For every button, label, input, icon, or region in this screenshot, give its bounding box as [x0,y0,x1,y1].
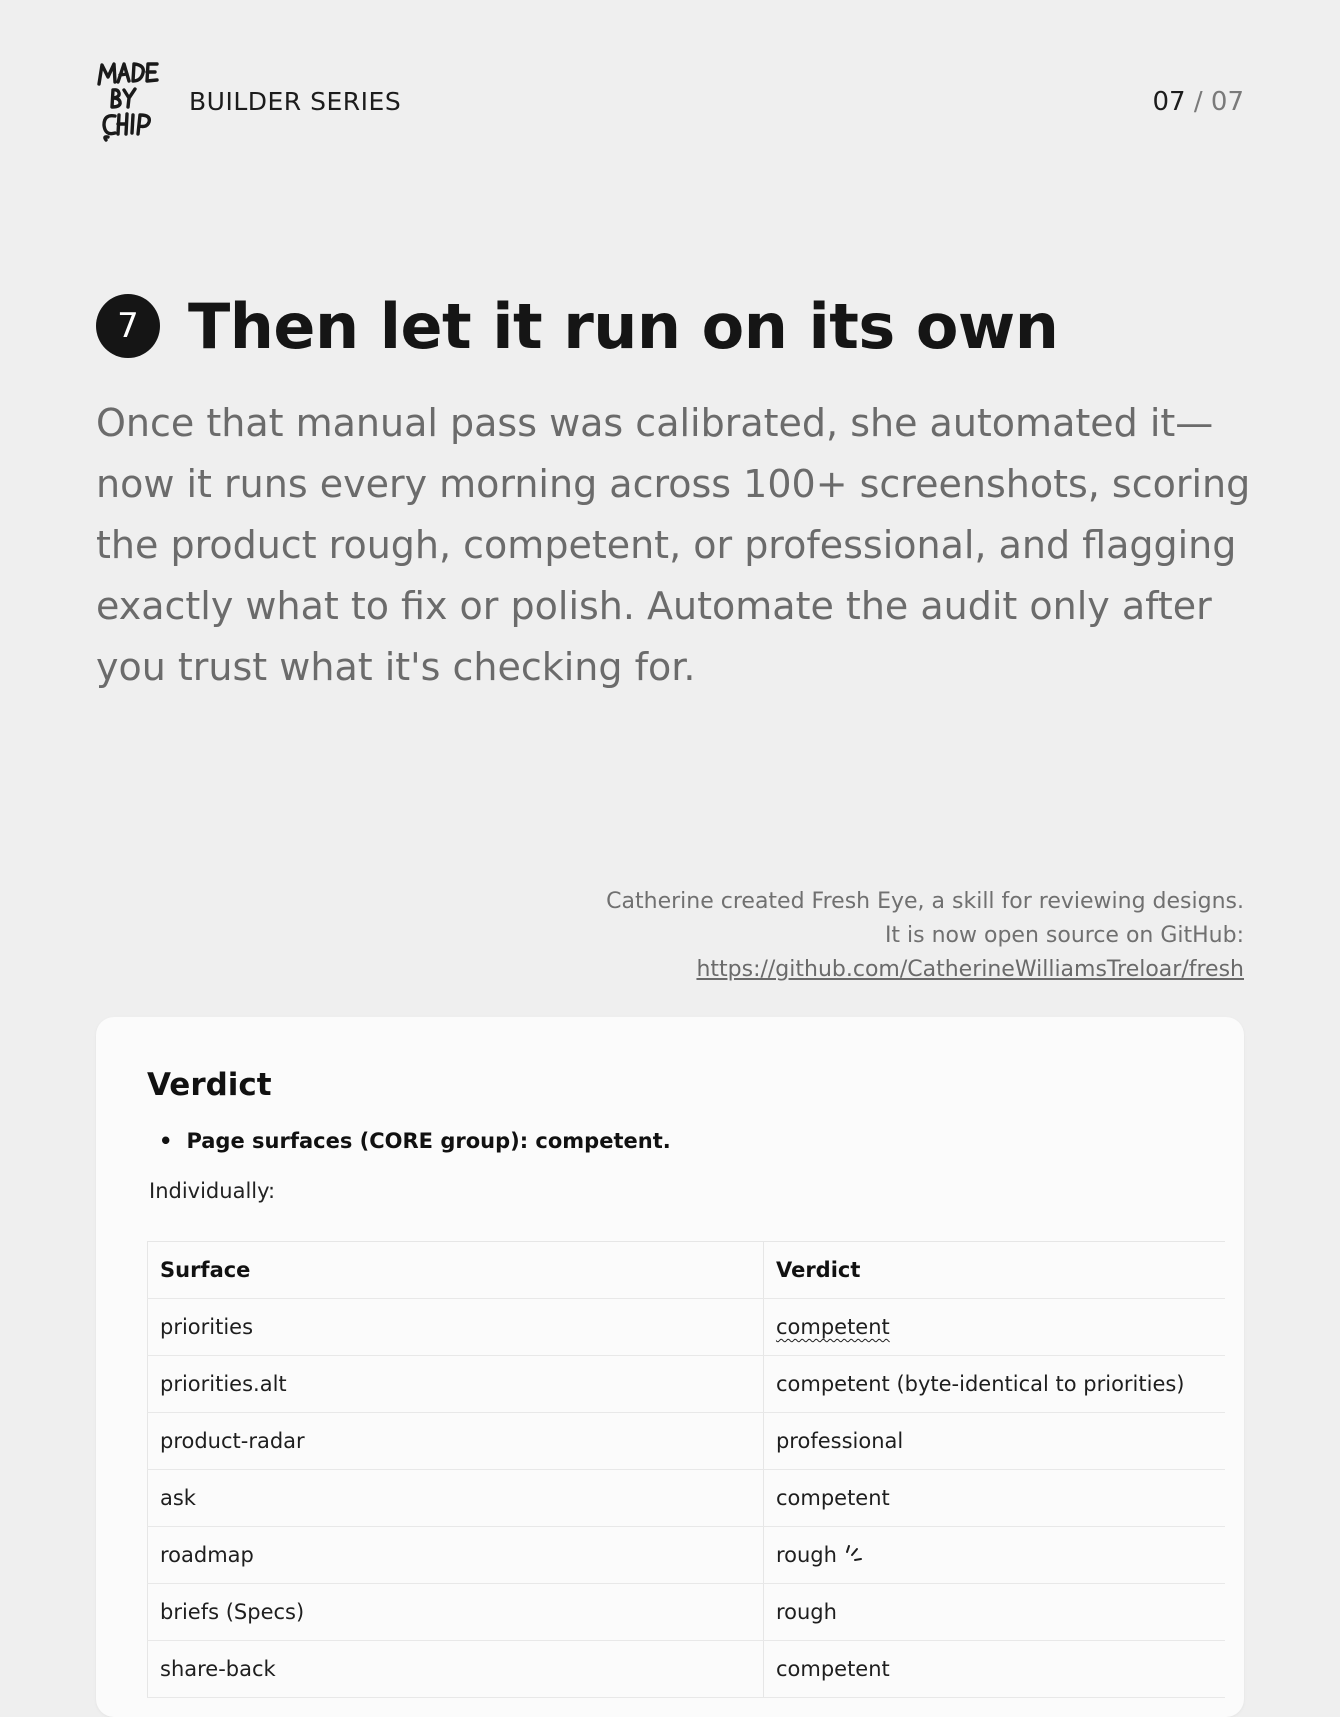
credit-line-2: It is now open source on GitHub: [884,923,1244,948]
verdict-cell [763,1527,1225,1583]
table-row [147,1356,1225,1413]
table-row [147,1584,1225,1641]
verdict-heading: Verdict [147,1067,272,1103]
surface-cell: priorities [147,1299,763,1355]
column-header-verdict: Verdict [763,1242,1225,1298]
lead-paragraph: Once that manual pass was calibrated, she automated it—now it runs every morning across 100+ screenshots, scoring the product rough, competent, or professional, and flagging exactly what to fix or polish. Automate the audit only after you trust what it's checking for. [96,401,1251,689]
verdict-summary-bullet: • Page surfaces (CORE group): competent. [159,1129,671,1153]
surface-cell: product-radar [147,1413,763,1469]
page-total: 07 [1210,87,1244,117]
page-current: 07 [1152,87,1186,117]
page-indicator [1153,87,1244,117]
table-row [147,1470,1225,1527]
made-by-chip-logo [96,60,172,146]
column-header-surface: Surface [147,1242,763,1298]
table-header-row [147,1242,1225,1299]
table-row [147,1641,1225,1698]
surface-cell: briefs (Specs) [147,1584,763,1640]
series-label: BUILDER SERIES [189,87,402,116]
surface-cell: share-back [147,1641,763,1697]
verdict-cell [763,1299,1225,1355]
credit-line-1: Catherine created Fresh Eye, a skill for reviewing designs. [606,889,1244,914]
credit-note [606,885,1244,987]
verdict-value: rough [775,1543,837,1567]
verdict-cell: competent (byte-identical to priorities) [763,1356,1225,1412]
verdict-cell: competent [763,1470,1225,1526]
table-row [147,1299,1225,1356]
table-row [147,1527,1225,1584]
verdict-screenshot-card [96,1017,1244,1717]
page-separator: / [1193,87,1203,117]
step-heading [96,290,1244,370]
page-title: Then let it run on its own [188,290,1059,363]
verdict-cell: competent [763,1641,1225,1697]
surface-cell: ask [147,1470,763,1526]
verdict-value-underlined: competent [775,1315,890,1339]
verdict-cell: rough [763,1584,1225,1640]
header [96,60,1244,146]
step-number-badge: 7 [96,294,160,358]
github-link[interactable]: https://github.com/CatherineWilliamsTreloar/fresh [696,957,1244,982]
individually-label: Individually: [149,1179,276,1203]
surface-cell: priorities.alt [147,1356,763,1412]
table-row [147,1413,1225,1470]
spark-icon [843,1543,865,1567]
surface-cell: roadmap [147,1527,763,1583]
verdict-table [147,1241,1225,1698]
verdict-cell: professional [763,1413,1225,1469]
